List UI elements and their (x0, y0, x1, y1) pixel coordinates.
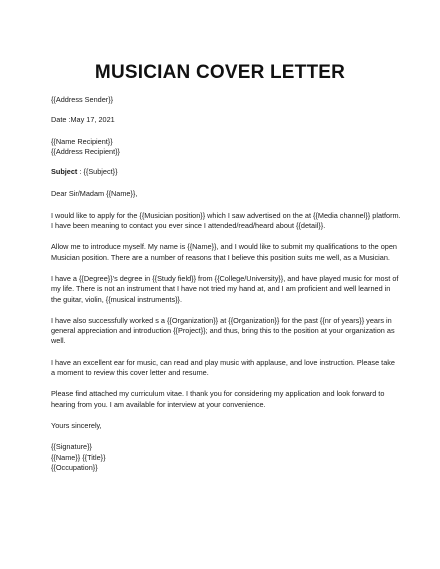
paragraph: Allow me to introduce myself. My name is {{Name}}, and I would like to submit my qualifications to the open Musician position. There are a number of reasons that I believe this position suits me well, as a Musician. (51, 242, 397, 262)
letter-title: MUSICIAN COVER LETTER (94, 62, 346, 83)
paragraph: I have an excellent ear for music, can read and play music with applause, and love instruction. Please take a moment to review this cover letter and resume. (51, 357, 395, 378)
address-recipient: {{Address Recipient}} (51, 146, 120, 156)
letter-date: Date :May 17, 2021 (51, 115, 115, 125)
occupation: {{Occupation}} (51, 462, 98, 472)
subject-value: : {{Subject}} (77, 167, 118, 177)
address-sender: {{Address Sender}} (51, 95, 114, 104)
subject-label: Subject (51, 167, 78, 177)
paragraph: I have also successfully worked s a {{Organization}} at {{Organization}} for the past {{nr of years}} years in general appreciation and introduction {{Project}}; and thus, bring this to the position at your organization as well. (51, 315, 395, 346)
salutation: Dear Sir/Madam {{Name}}, (51, 189, 138, 199)
name-recipient: {{Name Recipient}} (51, 136, 113, 146)
closing: Yours sincerely, (51, 420, 102, 430)
paragraph: I have a {{Degree}}'s degree in {{Study field}} from {{College/University}}, and have played music for most of my life. There is not an instrument that I have not tried my hand at, and I am proficient and well learned in the guitar, violin, {{musical instruments}}. (51, 273, 399, 304)
paragraph: I would like to apply for the {{Musician position}} which I saw advertised on the at {{Media channel}} platform. I have been meaning to contact you ever since I attended/read/heard about {{detail}}. (51, 210, 401, 231)
signature: {{Signature}} (51, 442, 92, 452)
name-title: {{Name}} {{Title}} (51, 452, 106, 462)
paragraph: Please find attached my curriculum vitae. I thank you for considering my application and look forward to hearing from you. I am available for interview at your convenience. (51, 389, 385, 409)
subject-line (51, 167, 401, 177)
letter-body (51, 95, 401, 473)
